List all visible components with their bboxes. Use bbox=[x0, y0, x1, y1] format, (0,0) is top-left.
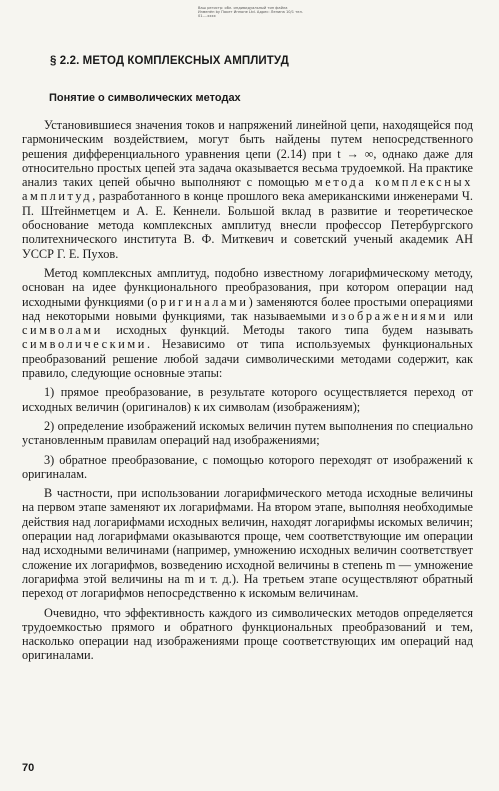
stamp-line-2: Изменён by Пакет Иннопе Ltd. Адрес: Ленина 10/1 тел. 01-...xxxx bbox=[198, 10, 303, 19]
text-run: Метод комплексных амплитуд, подобно известному логарифмическому методу, основан на идее функционального преобразования, при котором операции над исходными функциями ( bbox=[22, 265, 473, 309]
step-inverse-transform: 3) обратное преобразование, с помощью которого переходят от изображений к оригиналам. bbox=[22, 452, 473, 481]
spaced-term: символами bbox=[22, 323, 103, 338]
stamp-line-1: Ваш регистр: обл. индивидуальный тип файла bbox=[198, 6, 288, 10]
text-run: ) заменяются более простыми операциями над некоторыми новыми функциями, так называемыми bbox=[22, 294, 473, 323]
paragraph-efficiency: Очевидно, что эффективность каждого из символических методов определяется трудоемкостью прямого и обратного функциональных преобразований и тем, насколько операции над изображениями проще соответствующих им операций над оригиналами. bbox=[22, 605, 473, 663]
spaced-term: изображениями bbox=[331, 308, 448, 323]
scan-stamp bbox=[198, 6, 308, 19]
text-run: . Независимо от типа используемых функциональных преобразований решение любой задачи символическими методами содержит, как правило, следующие основные этапы: bbox=[22, 337, 473, 381]
paragraph-intro bbox=[22, 118, 473, 261]
subsection-title: Понятие о символических методах bbox=[49, 92, 241, 104]
spaced-term: оригиналами bbox=[151, 294, 249, 309]
paragraph-method bbox=[22, 266, 473, 380]
text-run: Установившиеся значения токов и напряжений линейной цепи, находящейся под гармоническим воздействием, могут быть найдены путем непосредственного решения дифференциального уравнения цепи (2.14) при t → ∞, однако даже для относительно простых цепей эта задача оказывается весьма трудоемкой. На практике анализ таких цепей обычно выполняют с помощью bbox=[22, 118, 473, 190]
paragraph-logarithmic: В частности, при использовании логарифмического метода исходные величины на первом этапе заменяют их логарифмами. На втором этапе, выполняя необходимые действия над логарифмами исходных величин, находят логарифмы искомых величин; операции над логарифмами оказываются проще, чем соответствующие им операции над исходными величинами (например, умножению исходных величин соответствует сложение их логарифмов, возведению исходной величины в степень m — умножение логарифма этой величины на m и т. д.). На третьем этапе осуществляют обратный переход от логарифмов непосредственно к искомым величинам. bbox=[22, 486, 473, 601]
body-text bbox=[22, 118, 473, 668]
spaced-term: метода комплексных амплитуд bbox=[22, 175, 474, 204]
page-number: 70 bbox=[22, 762, 35, 774]
step-direct-transform: 1) прямое преобразование, в результате которого осуществляется переход от исходных величин (оригиналов) к их символам (изображениям); bbox=[22, 385, 473, 414]
text-run: или bbox=[447, 308, 473, 323]
section-title: § 2.2. МЕТОД КОМПЛЕКСНЫХ АМПЛИТУД bbox=[50, 55, 289, 67]
step-image-operations: 2) определение изображений искомых величин путем выполнения по специально установленным правилам операций над изображениями; bbox=[22, 418, 473, 448]
text-run: , разработанного в конце прошлого века американскими инженерами Ч. П. Штейнметцем и А. Е. Кеннели. Большой вклад в развитие и теоретическое обоснование метода комплексных амплитуд внесли профессор Петербургского политехнического института В. Ф. Миткевич и советский ученый академик АН УССР Г. Е. Пухов. bbox=[22, 189, 473, 261]
text-run: исходных функций. Методы такого типа будем называть bbox=[102, 323, 473, 338]
spaced-term: символическими bbox=[22, 337, 147, 352]
